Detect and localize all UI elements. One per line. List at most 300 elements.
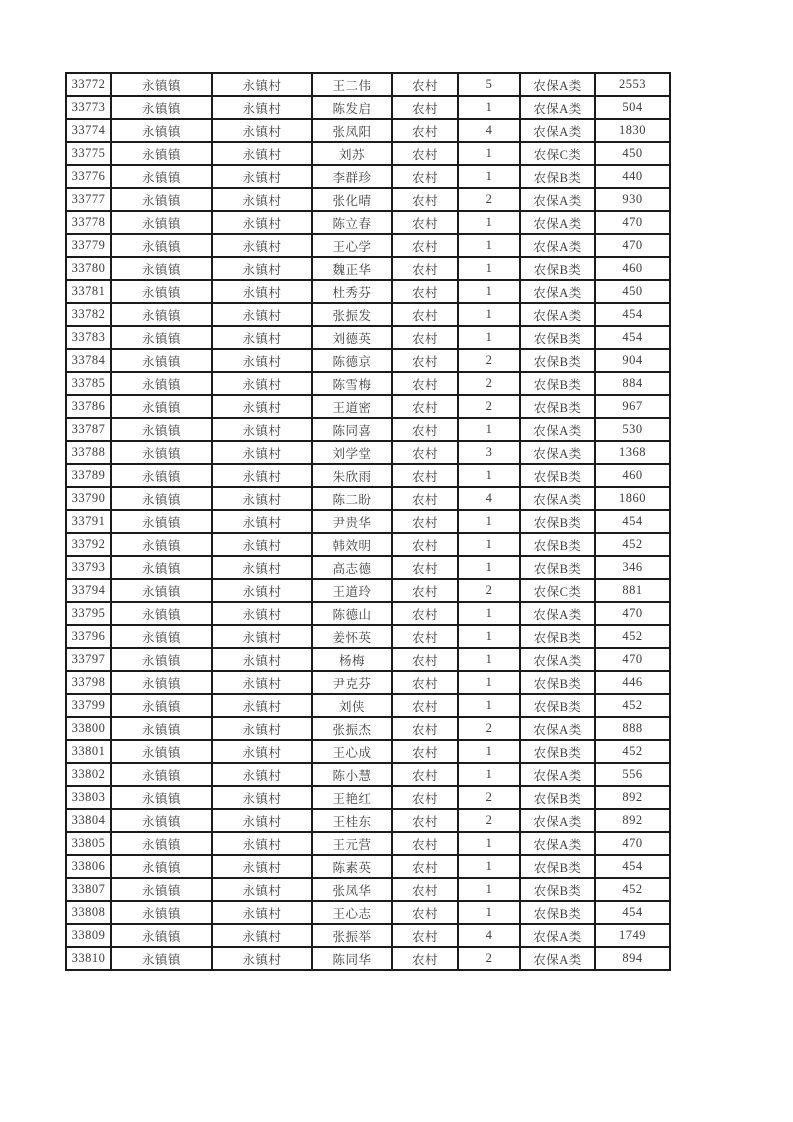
table-row: [66, 717, 670, 740]
table-row: [66, 234, 670, 257]
cell-amount: 470: [595, 211, 670, 234]
cell-id: 33805: [66, 832, 111, 855]
cell-amount: 454: [595, 326, 670, 349]
cell-count: 1: [458, 303, 520, 326]
cell-type: 农村: [392, 119, 458, 142]
cell-name: 陈素英: [312, 855, 392, 878]
cell-name: 王艳红: [312, 786, 392, 809]
cell-type: 农村: [392, 372, 458, 395]
cell-id: 33804: [66, 809, 111, 832]
cell-town: 永镇镇: [111, 303, 212, 326]
table-row: [66, 96, 670, 119]
cell-count: 1: [458, 763, 520, 786]
cell-town: 永镇镇: [111, 96, 212, 119]
cell-type: 农村: [392, 280, 458, 303]
cell-count: 1: [458, 142, 520, 165]
cell-amount: 904: [595, 349, 670, 372]
cell-name: 张凤阳: [312, 119, 392, 142]
cell-name: 王心志: [312, 901, 392, 924]
cell-id: 33801: [66, 740, 111, 763]
cell-village: 永镇村: [212, 234, 312, 257]
table-row: [66, 487, 670, 510]
cell-category: 农保B类: [520, 257, 595, 280]
cell-village: 永镇村: [212, 257, 312, 280]
cell-category: 农保B类: [520, 855, 595, 878]
cell-id: 33808: [66, 901, 111, 924]
cell-village: 永镇村: [212, 763, 312, 786]
table-row: [66, 740, 670, 763]
cell-id: 33781: [66, 280, 111, 303]
cell-count: 1: [458, 832, 520, 855]
cell-category: 农保B类: [520, 694, 595, 717]
cell-id: 33799: [66, 694, 111, 717]
cell-town: 永镇镇: [111, 740, 212, 763]
cell-name: 王桂东: [312, 809, 392, 832]
cell-id: 33797: [66, 648, 111, 671]
cell-category: 农保B类: [520, 671, 595, 694]
cell-type: 农村: [392, 878, 458, 901]
cell-name: 刘侠: [312, 694, 392, 717]
cell-town: 永镇镇: [111, 280, 212, 303]
cell-type: 农村: [392, 763, 458, 786]
table-row: [66, 855, 670, 878]
cell-type: 农村: [392, 441, 458, 464]
cell-town: 永镇镇: [111, 510, 212, 533]
cell-name: 陈立春: [312, 211, 392, 234]
cell-count: 1: [458, 326, 520, 349]
cell-name: 王道玲: [312, 579, 392, 602]
table-row: [66, 257, 670, 280]
cell-town: 永镇镇: [111, 372, 212, 395]
cell-id: 33803: [66, 786, 111, 809]
cell-village: 永镇村: [212, 625, 312, 648]
cell-category: 农保A类: [520, 809, 595, 832]
cell-amount: 881: [595, 579, 670, 602]
cell-village: 永镇村: [212, 947, 312, 970]
cell-type: 农村: [392, 924, 458, 947]
cell-village: 永镇村: [212, 487, 312, 510]
cell-village: 永镇村: [212, 717, 312, 740]
cell-name: 高志德: [312, 556, 392, 579]
cell-village: 永镇村: [212, 188, 312, 211]
cell-count: 1: [458, 855, 520, 878]
cell-type: 农村: [392, 349, 458, 372]
cell-category: 农保B类: [520, 533, 595, 556]
cell-village: 永镇村: [212, 165, 312, 188]
table-row: [66, 188, 670, 211]
cell-amount: 470: [595, 234, 670, 257]
cell-name: 陈小慧: [312, 763, 392, 786]
cell-village: 永镇村: [212, 349, 312, 372]
table-row: [66, 579, 670, 602]
cell-id: 33779: [66, 234, 111, 257]
cell-type: 农村: [392, 625, 458, 648]
cell-category: 农保B类: [520, 786, 595, 809]
cell-town: 永镇镇: [111, 763, 212, 786]
table-row: [66, 119, 670, 142]
cell-type: 农村: [392, 556, 458, 579]
cell-category: 农保A类: [520, 280, 595, 303]
cell-type: 农村: [392, 694, 458, 717]
cell-town: 永镇镇: [111, 142, 212, 165]
cell-id: 33780: [66, 257, 111, 280]
cell-type: 农村: [392, 901, 458, 924]
cell-category: 农保B类: [520, 165, 595, 188]
cell-type: 农村: [392, 717, 458, 740]
table-row: [66, 73, 670, 96]
table-row: [66, 602, 670, 625]
cell-amount: 452: [595, 740, 670, 763]
cell-village: 永镇村: [212, 924, 312, 947]
cell-count: 2: [458, 717, 520, 740]
table-row: [66, 556, 670, 579]
cell-count: 2: [458, 809, 520, 832]
cell-town: 永镇镇: [111, 855, 212, 878]
cell-type: 农村: [392, 855, 458, 878]
cell-count: 1: [458, 257, 520, 280]
cell-name: 刘苏: [312, 142, 392, 165]
cell-count: 1: [458, 533, 520, 556]
cell-category: 农保B类: [520, 556, 595, 579]
cell-amount: 452: [595, 878, 670, 901]
cell-id: 33782: [66, 303, 111, 326]
cell-category: 农保B类: [520, 510, 595, 533]
cell-town: 永镇镇: [111, 395, 212, 418]
cell-count: 1: [458, 740, 520, 763]
cell-amount: 894: [595, 947, 670, 970]
cell-type: 农村: [392, 211, 458, 234]
cell-town: 永镇镇: [111, 717, 212, 740]
cell-type: 农村: [392, 602, 458, 625]
cell-id: 33774: [66, 119, 111, 142]
cell-id: 33802: [66, 763, 111, 786]
cell-category: 农保B类: [520, 395, 595, 418]
cell-category: 农保B类: [520, 740, 595, 763]
cell-village: 永镇村: [212, 211, 312, 234]
cell-name: 朱欣雨: [312, 464, 392, 487]
cell-village: 永镇村: [212, 395, 312, 418]
cell-id: 33777: [66, 188, 111, 211]
cell-town: 永镇镇: [111, 188, 212, 211]
cell-amount: 470: [595, 832, 670, 855]
cell-name: 陈德山: [312, 602, 392, 625]
cell-town: 永镇镇: [111, 579, 212, 602]
cell-type: 农村: [392, 464, 458, 487]
table-row: [66, 510, 670, 533]
cell-name: 陈同华: [312, 947, 392, 970]
cell-category: 农保A类: [520, 924, 595, 947]
cell-town: 永镇镇: [111, 257, 212, 280]
cell-type: 农村: [392, 648, 458, 671]
cell-name: 陈雪梅: [312, 372, 392, 395]
cell-village: 永镇村: [212, 901, 312, 924]
cell-village: 永镇村: [212, 372, 312, 395]
cell-village: 永镇村: [212, 832, 312, 855]
cell-id: 33789: [66, 464, 111, 487]
cell-type: 农村: [392, 671, 458, 694]
cell-village: 永镇村: [212, 533, 312, 556]
cell-category: 农保A类: [520, 717, 595, 740]
table-row: [66, 211, 670, 234]
cell-count: 2: [458, 349, 520, 372]
cell-id: 33794: [66, 579, 111, 602]
cell-amount: 454: [595, 855, 670, 878]
cell-town: 永镇镇: [111, 119, 212, 142]
cell-type: 农村: [392, 142, 458, 165]
cell-amount: 892: [595, 786, 670, 809]
cell-count: 2: [458, 395, 520, 418]
cell-category: 农保B类: [520, 372, 595, 395]
table-row: [66, 694, 670, 717]
cell-category: 农保A类: [520, 234, 595, 257]
table-row: [66, 901, 670, 924]
cell-id: 33785: [66, 372, 111, 395]
cell-town: 永镇镇: [111, 648, 212, 671]
cell-name: 韩效明: [312, 533, 392, 556]
cell-id: 33772: [66, 73, 111, 96]
table-row: [66, 648, 670, 671]
cell-category: 农保C类: [520, 579, 595, 602]
cell-count: 1: [458, 878, 520, 901]
cell-town: 永镇镇: [111, 234, 212, 257]
cell-name: 刘德英: [312, 326, 392, 349]
cell-id: 33786: [66, 395, 111, 418]
table-row: [66, 809, 670, 832]
cell-count: 1: [458, 901, 520, 924]
table-row: [66, 372, 670, 395]
cell-name: 尹贵华: [312, 510, 392, 533]
cell-amount: 450: [595, 142, 670, 165]
cell-amount: 1368: [595, 441, 670, 464]
cell-count: 4: [458, 119, 520, 142]
cell-id: 33809: [66, 924, 111, 947]
cell-count: 2: [458, 188, 520, 211]
cell-id: 33788: [66, 441, 111, 464]
table-row: [66, 947, 670, 970]
cell-village: 永镇村: [212, 464, 312, 487]
cell-town: 永镇镇: [111, 786, 212, 809]
cell-amount: 460: [595, 464, 670, 487]
table-row: [66, 924, 670, 947]
cell-type: 农村: [392, 533, 458, 556]
cell-town: 永镇镇: [111, 441, 212, 464]
cell-count: 1: [458, 234, 520, 257]
cell-count: 1: [458, 464, 520, 487]
cell-name: 王心学: [312, 234, 392, 257]
cell-amount: 446: [595, 671, 670, 694]
cell-id: 33810: [66, 947, 111, 970]
table-row: [66, 142, 670, 165]
cell-name: 陈德京: [312, 349, 392, 372]
cell-type: 农村: [392, 786, 458, 809]
table-row: [66, 464, 670, 487]
cell-category: 农保B类: [520, 878, 595, 901]
cell-category: 农保A类: [520, 188, 595, 211]
cell-village: 永镇村: [212, 303, 312, 326]
cell-count: 3: [458, 441, 520, 464]
cell-type: 农村: [392, 257, 458, 280]
cell-town: 永镇镇: [111, 73, 212, 96]
cell-name: 李群珍: [312, 165, 392, 188]
table-row: [66, 625, 670, 648]
cell-name: 王道密: [312, 395, 392, 418]
cell-village: 永镇村: [212, 280, 312, 303]
table-row: [66, 671, 670, 694]
cell-name: 王元营: [312, 832, 392, 855]
cell-amount: 2553: [595, 73, 670, 96]
cell-name: 陈发启: [312, 96, 392, 119]
cell-amount: 930: [595, 188, 670, 211]
cell-village: 永镇村: [212, 119, 312, 142]
cell-id: 33778: [66, 211, 111, 234]
cell-amount: 450: [595, 280, 670, 303]
cell-amount: 460: [595, 257, 670, 280]
cell-count: 1: [458, 510, 520, 533]
cell-village: 永镇村: [212, 441, 312, 464]
cell-town: 永镇镇: [111, 533, 212, 556]
cell-town: 永镇镇: [111, 809, 212, 832]
cell-amount: 504: [595, 96, 670, 119]
cell-type: 农村: [392, 234, 458, 257]
cell-id: 33775: [66, 142, 111, 165]
table-row: [66, 763, 670, 786]
table-row: [66, 280, 670, 303]
cell-type: 农村: [392, 165, 458, 188]
cell-amount: 1749: [595, 924, 670, 947]
cell-type: 农村: [392, 832, 458, 855]
cell-type: 农村: [392, 96, 458, 119]
cell-type: 农村: [392, 303, 458, 326]
cell-village: 永镇村: [212, 602, 312, 625]
cell-amount: 530: [595, 418, 670, 441]
cell-town: 永镇镇: [111, 924, 212, 947]
records-table: [65, 72, 671, 971]
cell-village: 永镇村: [212, 671, 312, 694]
cell-count: 1: [458, 418, 520, 441]
cell-amount: 454: [595, 303, 670, 326]
cell-village: 永镇村: [212, 326, 312, 349]
cell-name: 陈二盼: [312, 487, 392, 510]
cell-category: 农保A类: [520, 119, 595, 142]
cell-type: 农村: [392, 418, 458, 441]
cell-id: 33787: [66, 418, 111, 441]
cell-id: 33800: [66, 717, 111, 740]
cell-count: 2: [458, 579, 520, 602]
cell-type: 农村: [392, 188, 458, 211]
cell-village: 永镇村: [212, 73, 312, 96]
cell-village: 永镇村: [212, 96, 312, 119]
cell-amount: 470: [595, 648, 670, 671]
cell-category: 农保A类: [520, 441, 595, 464]
cell-type: 农村: [392, 487, 458, 510]
cell-count: 4: [458, 487, 520, 510]
cell-id: 33792: [66, 533, 111, 556]
cell-amount: 967: [595, 395, 670, 418]
cell-town: 永镇镇: [111, 464, 212, 487]
cell-count: 2: [458, 947, 520, 970]
cell-id: 33793: [66, 556, 111, 579]
cell-category: 农保A类: [520, 211, 595, 234]
cell-village: 永镇村: [212, 142, 312, 165]
table-row: [66, 878, 670, 901]
cell-id: 33776: [66, 165, 111, 188]
cell-village: 永镇村: [212, 556, 312, 579]
cell-category: 农保B类: [520, 625, 595, 648]
cell-id: 33783: [66, 326, 111, 349]
cell-amount: 888: [595, 717, 670, 740]
cell-id: 33790: [66, 487, 111, 510]
cell-town: 永镇镇: [111, 901, 212, 924]
table-row: [66, 441, 670, 464]
cell-name: 张振举: [312, 924, 392, 947]
cell-type: 农村: [392, 326, 458, 349]
cell-count: 4: [458, 924, 520, 947]
cell-name: 张凤华: [312, 878, 392, 901]
cell-town: 永镇镇: [111, 694, 212, 717]
cell-count: 1: [458, 694, 520, 717]
cell-category: 农保A类: [520, 418, 595, 441]
cell-category: 农保A类: [520, 303, 595, 326]
cell-village: 永镇村: [212, 786, 312, 809]
table-row: [66, 418, 670, 441]
cell-village: 永镇村: [212, 855, 312, 878]
cell-count: 1: [458, 280, 520, 303]
cell-amount: 884: [595, 372, 670, 395]
cell-category: 农保A类: [520, 763, 595, 786]
cell-count: 1: [458, 556, 520, 579]
cell-amount: 452: [595, 625, 670, 648]
cell-category: 农保A类: [520, 487, 595, 510]
cell-type: 农村: [392, 510, 458, 533]
cell-town: 永镇镇: [111, 947, 212, 970]
cell-type: 农村: [392, 947, 458, 970]
cell-name: 陈同喜: [312, 418, 392, 441]
cell-village: 永镇村: [212, 878, 312, 901]
cell-amount: 1830: [595, 119, 670, 142]
cell-town: 永镇镇: [111, 418, 212, 441]
cell-category: 农保C类: [520, 142, 595, 165]
cell-village: 永镇村: [212, 740, 312, 763]
cell-count: 2: [458, 372, 520, 395]
cell-name: 张振杰: [312, 717, 392, 740]
cell-category: 农保A类: [520, 947, 595, 970]
table-row: [66, 832, 670, 855]
cell-category: 农保A类: [520, 832, 595, 855]
table-row: [66, 326, 670, 349]
cell-amount: 454: [595, 901, 670, 924]
cell-type: 农村: [392, 579, 458, 602]
cell-name: 杜秀芬: [312, 280, 392, 303]
cell-town: 永镇镇: [111, 326, 212, 349]
cell-village: 永镇村: [212, 579, 312, 602]
cell-count: 1: [458, 96, 520, 119]
cell-amount: 452: [595, 694, 670, 717]
cell-name: 张化晴: [312, 188, 392, 211]
cell-id: 33796: [66, 625, 111, 648]
cell-town: 永镇镇: [111, 211, 212, 234]
cell-village: 永镇村: [212, 809, 312, 832]
cell-name: 姜怀英: [312, 625, 392, 648]
cell-name: 尹克芬: [312, 671, 392, 694]
cell-village: 永镇村: [212, 510, 312, 533]
cell-category: 农保B类: [520, 349, 595, 372]
cell-id: 33784: [66, 349, 111, 372]
cell-name: 张振发: [312, 303, 392, 326]
cell-category: 农保B类: [520, 326, 595, 349]
cell-town: 永镇镇: [111, 487, 212, 510]
records-table-body: [66, 73, 670, 970]
cell-amount: 346: [595, 556, 670, 579]
